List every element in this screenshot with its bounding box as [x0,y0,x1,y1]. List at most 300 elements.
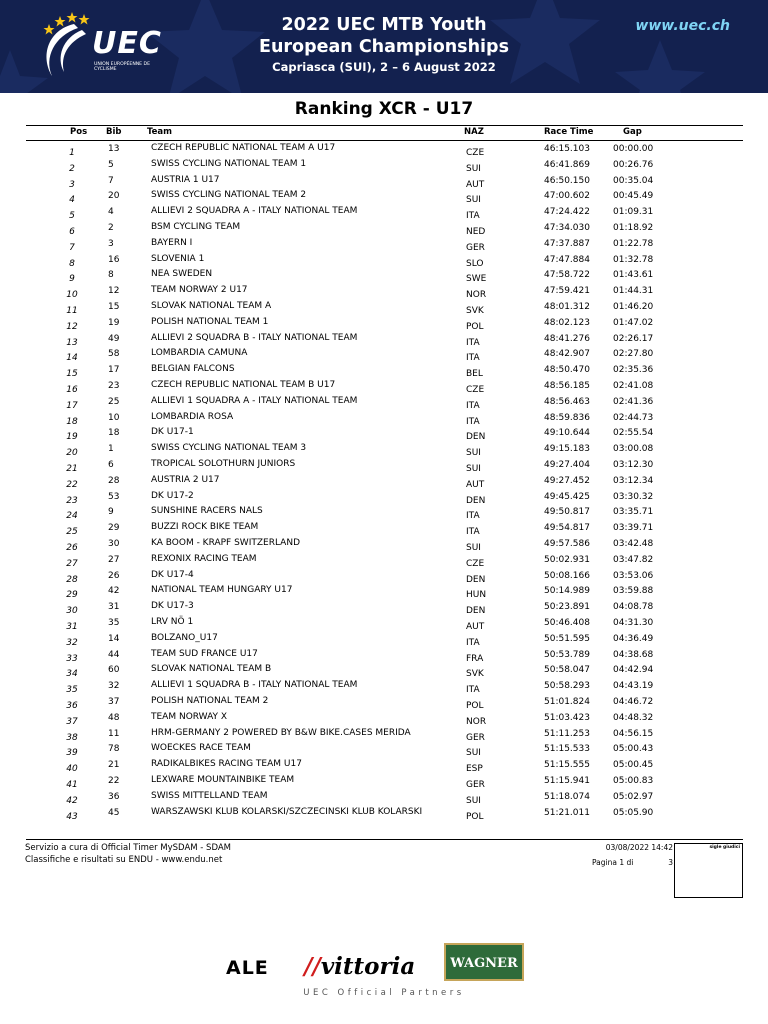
cell-race-time: 48:41.276 [544,333,590,344]
cell-bib: 10 [108,412,120,423]
cell-team: SLOVENIA 1 [151,253,205,264]
cell-gap: 03:12.30 [613,460,654,470]
cell-pos: 6 [69,227,75,237]
header-banner [0,0,768,93]
table-row [0,222,768,238]
cell-naz: SVK [466,306,484,316]
page-total: 3 [668,858,673,867]
cell-team: TEAM NORWAY 2 U17 [151,285,248,296]
table-row [0,538,768,554]
table-row [0,380,768,396]
cell-bib: 27 [108,554,120,565]
cell-gap: 04:46.72 [613,697,654,707]
table-row [0,301,768,317]
cell-gap: 01:46.20 [613,302,654,312]
social-links [635,14,730,37]
cell-bib: 11 [108,728,120,739]
table-row [0,585,768,601]
cell-naz: HUN [466,590,487,601]
table-row [0,506,768,522]
cell-gap: 04:48.32 [613,712,654,723]
cell-naz: BEL [466,369,483,380]
cell-naz: ITA [466,511,480,522]
column-header-gap: Gap [623,127,642,137]
event-title-line2: European Championships [259,37,509,57]
cell-race-time: 47:00.602 [544,191,590,202]
cell-gap: 01:22.78 [613,238,654,249]
cell-gap: 01:18.92 [613,223,654,233]
cell-team: LOMBARDIA ROSA [151,411,234,422]
cell-pos: 4 [69,195,75,206]
cell-bib: 9 [108,507,114,518]
table-row [0,175,768,191]
cell-gap: 00:45.49 [613,191,654,202]
cell-team: TROPICAL SOLOTHURN JUNIORS [151,459,296,469]
cell-race-time: 49:50.817 [544,507,590,518]
cell-gap: 04:42.94 [613,665,654,676]
cell-gap: 02:26.17 [613,333,654,344]
cell-race-time: 51:01.824 [544,697,590,707]
cell-bib: 26 [108,570,120,581]
cell-gap: 05:02.97 [613,791,654,802]
cell-gap: 02:55.54 [613,428,654,439]
table-row [0,143,768,159]
cell-pos: 13 [66,337,78,348]
cell-team: CZECH REPUBLIC NATIONAL TEAM A U17 [151,143,336,153]
cell-race-time: 51:11.253 [544,728,590,739]
uec-logo-subtext: UNION EUROPÉENNE DE CYCLISME [94,62,150,72]
cell-race-time: 50:51.595 [544,633,590,644]
cell-race-time: 51:15.941 [544,776,590,786]
cell-naz: SUI [466,748,481,759]
cell-naz: POL [466,701,484,711]
cell-bib: 12 [108,286,120,297]
table-row [0,601,768,617]
cell-race-time: 49:15.183 [544,444,590,455]
cell-race-time: 49:10.644 [544,428,590,439]
cell-team: DK U17-1 [151,427,194,438]
cell-pos: 38 [66,732,78,743]
cell-bib: 14 [108,633,120,644]
cell-gap: 05:00.45 [613,760,654,771]
event-title-line1: 2022 UEC MTB Youth [281,15,487,35]
table-row [0,743,768,759]
cell-race-time: 50:53.789 [544,649,590,660]
table-row [0,712,768,728]
cell-gap: 02:41.36 [613,396,654,407]
cell-race-time: 48:56.185 [544,381,590,391]
table-row [0,254,768,270]
cell-bib: 42 [108,586,120,597]
cell-team: ALLIEVI 2 SQUADRA B - ITALY NATIONAL TEAM [151,332,358,343]
cell-bib: 78 [108,744,120,755]
cell-pos: 36 [66,701,78,711]
cell-bib: 53 [108,491,120,502]
cell-pos: 12 [66,321,78,332]
cell-pos: 43 [66,811,78,822]
footer-results-credit: Classifiche e risultati su ENDU - www.endu.net [25,855,223,865]
cell-naz: ITA [466,416,480,427]
cell-bib: 13 [108,144,120,154]
table-row [0,633,768,649]
cell-bib: 37 [108,697,120,707]
column-header-team: Team [147,127,173,137]
cell-gap: 04:08.78 [613,602,654,613]
column-header-bib: Bib [106,127,122,137]
event-title [236,14,532,76]
cell-naz: AUT [466,479,485,490]
page-indicator [592,857,676,868]
cell-gap: 02:44.73 [613,412,654,423]
cell-naz: SUI [466,464,481,474]
cell-bib: 18 [108,428,120,439]
cell-naz: POL [466,321,484,332]
table-row [0,759,768,775]
cell-naz: NOR [466,716,487,727]
cell-team: LRV NÖ 1 [151,617,194,627]
wagner-logo: WAGNER [444,943,524,981]
cell-race-time: 50:23.891 [544,602,590,613]
cell-team: POLISH NATIONAL TEAM 1 [151,316,269,327]
cell-naz: ITA [466,527,480,538]
cell-pos: 3 [69,179,75,190]
cell-team: DK U17-2 [151,490,194,501]
cell-race-time: 49:54.817 [544,523,590,534]
cell-naz: SVK [466,669,484,680]
table-row [0,364,768,380]
cell-team: SLOVAK NATIONAL TEAM A [151,301,272,311]
cell-race-time: 48:50.470 [544,365,590,376]
column-header-naz: NAZ [464,127,484,137]
cell-pos: 9 [69,274,75,285]
cell-pos: 32 [66,637,78,648]
cell-naz: SUI [466,543,481,553]
cell-gap: 05:00.83 [613,776,654,786]
cell-pos: 26 [66,543,78,553]
table-row [0,554,768,570]
cell-naz: CZE [466,385,485,395]
cell-bib: 17 [108,365,120,376]
cell-race-time: 51:15.533 [544,744,590,755]
cell-pos: 2 [69,163,75,174]
cell-pos: 42 [66,795,78,806]
cell-team: NEA SWEDEN [151,269,213,280]
cell-gap: 01:09.31 [613,207,654,218]
cell-gap: 04:56.15 [613,728,654,739]
table-row [0,317,768,333]
table-row [0,443,768,459]
cell-naz: DEN [466,495,486,506]
cell-pos: 19 [66,432,78,443]
cell-team: WOECKES RACE TEAM [151,743,251,754]
cell-naz: ITA [466,637,480,648]
cell-pos: 5 [69,211,75,222]
table-row [0,190,768,206]
cell-team: CZECH REPUBLIC NATIONAL TEAM B U17 [151,380,336,390]
website-link[interactable]: www.uec.ch [635,18,730,34]
uec-logo-text: UEC [92,26,162,61]
cell-naz: DEN [466,574,486,585]
cell-team: ALLIEVI 1 SQUADRA B - ITALY NATIONAL TEAM [151,680,358,691]
cell-team: AUSTRIA 1 U17 [151,174,220,185]
cell-pos: 14 [66,353,78,364]
table-row [0,459,768,475]
ale-logo: ALE [226,957,269,979]
cell-naz: POL [466,811,484,822]
cell-team: SWISS MITTELLAND TEAM [151,790,268,801]
cell-team: SWISS CYCLING NATIONAL TEAM 2 [151,190,307,201]
table-row [0,728,768,744]
signature-label: sigle giudici [709,845,740,850]
cell-race-time: 49:57.586 [544,539,590,549]
uec-logo [34,10,184,86]
cell-race-time: 50:14.989 [544,586,590,597]
cell-gap: 05:05.90 [613,807,654,818]
cell-pos: 40 [66,764,78,775]
cell-pos: 23 [66,495,78,506]
cell-race-time: 49:27.404 [544,460,590,470]
cell-bib: 48 [108,712,120,723]
cell-naz: SUI [466,795,481,806]
cell-naz: NOR [466,290,487,301]
ranking-title: Ranking XCR - U17 [294,99,474,119]
cell-pos: 39 [66,748,78,759]
table-row [0,649,768,665]
cell-team: HRM-GERMANY 2 POWERED BY B&W BIKE.CASES MERIDA [151,727,411,738]
cell-bib: 31 [108,602,120,613]
cell-team: ALLIEVI 1 SQUADRA A - ITALY NATIONAL TEAM [151,395,358,406]
cell-naz: SUI [466,195,481,206]
table-row [0,522,768,538]
cell-naz: ESP [466,764,483,775]
social-twitter-instagram[interactable] [635,14,768,30]
cell-gap: 03:12.34 [613,475,654,486]
cell-race-time: 46:41.869 [544,159,590,170]
cell-bib: 35 [108,618,120,628]
cell-bib: 25 [108,396,120,407]
cell-race-time: 48:59.836 [544,412,590,423]
cell-gap: 04:31.30 [613,618,654,628]
cell-naz: ITA [466,685,480,696]
cell-gap: 03:00.08 [613,444,654,455]
cell-naz: SWE [466,274,487,285]
cell-gap: 03:30.32 [613,491,654,502]
table-row [0,475,768,491]
cell-bib: 3 [108,238,114,249]
cell-naz: DEN [466,432,486,443]
table-row [0,333,768,349]
cell-gap: 00:35.04 [613,175,654,186]
cell-gap: 01:47.02 [613,317,654,328]
cell-team: WARSZAWSKI KLUB KOLARSKI/SZCZECINSKI KLUB KOLARSKI [151,806,423,817]
cell-bib: 19 [108,317,120,328]
cell-team: DK U17-3 [151,601,194,612]
cell-race-time: 50:58.293 [544,681,590,692]
cell-naz: ITA [466,211,480,222]
cell-team: POLISH NATIONAL TEAM 2 [151,696,269,706]
cell-team: BUZZI ROCK BIKE TEAM [151,522,259,533]
cell-pos: 24 [66,511,78,522]
cell-gap: 03:35.71 [613,507,654,518]
cell-naz: GER [466,242,485,253]
cell-race-time: 47:24.422 [544,207,590,218]
table-row [0,617,768,633]
cell-naz: DEN [466,606,486,617]
cell-bib: 7 [108,175,114,186]
cell-pos: 22 [66,479,78,490]
header-rule [26,140,743,141]
cell-bib: 44 [108,649,120,660]
cell-pos: 7 [69,242,75,253]
cell-team: BSM CYCLING TEAM [151,222,241,232]
cell-bib: 20 [108,191,120,202]
table-row [0,412,768,428]
cell-bib: 5 [108,159,114,170]
cell-bib: 36 [108,791,120,802]
cell-pos: 33 [66,653,78,664]
cell-naz: ITA [466,337,480,348]
cell-bib: 1 [108,444,114,455]
cell-team: BAYERN I [151,237,193,248]
cell-pos: 10 [66,290,78,301]
print-datetime: 03/08/2022 14:42 [605,843,673,852]
cell-pos: 1 [69,148,75,158]
cell-bib: 45 [108,807,120,818]
table-row [0,206,768,222]
cell-bib: 4 [108,207,114,218]
partners-label: UEC Official Partners [303,988,465,998]
cell-naz: CZE [466,148,485,158]
table-row [0,570,768,586]
cell-race-time: 50:08.166 [544,570,590,581]
table-row [0,775,768,791]
cell-race-time: 51:18.074 [544,791,590,802]
cell-naz: ITA [466,400,480,411]
partners-strip [150,937,618,1007]
table-row [0,285,768,301]
cell-bib: 6 [108,460,114,470]
cell-gap: 03:47.82 [613,554,654,565]
cell-pos: 20 [66,448,78,459]
cell-race-time: 51:15.555 [544,760,590,771]
cell-bib: 2 [108,223,114,233]
cell-gap: 04:38.68 [613,649,654,660]
cell-gap: 00:26.76 [613,159,654,170]
cell-team: TEAM NORWAY X [151,711,228,722]
table-row [0,807,768,823]
cell-bib: 15 [108,302,120,312]
cell-bib: 23 [108,381,120,391]
page-label: Pagina 1 di [592,858,634,867]
cell-bib: 32 [108,681,120,692]
cell-race-time: 46:50.150 [544,175,590,186]
cell-team: REXONIX RACING TEAM [151,553,257,564]
column-header-race-time: Race Time [544,127,594,137]
cell-team: SLOVAK NATIONAL TEAM B [151,664,272,675]
footer-credits [25,842,231,866]
cell-bib: 58 [108,349,120,360]
cell-naz: SLO [466,258,484,269]
cell-team: LEXWARE MOUNTAINBIKE TEAM [151,775,295,785]
cell-gap: 02:35.36 [613,365,654,376]
cell-team: TEAM SUD FRANCE U17 [151,648,258,659]
cell-race-time: 49:45.425 [544,491,590,502]
cell-pos: 29 [66,590,78,601]
cell-pos: 34 [66,669,78,680]
cell-race-time: 47:47.884 [544,254,590,265]
cell-race-time: 47:34.030 [544,223,590,233]
cell-team: KA BOOM - KRAPF SWITZERLAND [151,538,301,548]
cell-bib: 29 [108,523,120,534]
event-location-dates: Capriasca (SUI), 2 – 6 August 2022 [272,60,496,74]
cell-gap: 05:00.43 [613,744,654,755]
cell-pos: 18 [66,416,78,427]
cell-gap: 01:43.61 [613,270,654,281]
cell-race-time: 47:37.887 [544,238,590,249]
table-row [0,238,768,254]
cell-race-time: 51:21.011 [544,807,590,818]
cell-pos: 35 [66,685,78,696]
cell-pos: 11 [66,306,78,316]
cell-naz: CZE [466,558,485,569]
table-row [0,348,768,364]
cell-bib: 8 [108,270,114,281]
cell-bib: 21 [108,760,120,771]
cell-naz: SUI [466,163,481,174]
judges-signature-box [674,843,743,898]
cell-naz: ITA [466,353,480,364]
table-row [0,159,768,175]
cell-gap: 01:32.78 [613,254,654,265]
cell-gap: 02:27.80 [613,349,654,360]
cell-naz: SUI [466,448,481,459]
cell-team: AUSTRIA 2 U17 [151,474,220,485]
cell-bib: 16 [108,254,120,265]
cell-race-time: 48:01.312 [544,302,590,312]
cell-team: SWISS CYCLING NATIONAL TEAM 1 [151,158,307,169]
cell-race-time: 48:56.463 [544,396,590,407]
cell-pos: 25 [66,527,78,538]
table-row [0,791,768,807]
cell-gap: 03:39.71 [613,523,654,534]
table-row [0,664,768,680]
cell-team: ALLIEVI 2 SQUADRA A - ITALY NATIONAL TEAM [151,206,358,217]
cell-bib: 49 [108,333,120,344]
cell-gap: 03:59.88 [613,586,654,597]
cell-team: LOMBARDIA CAMUNA [151,348,248,359]
cell-race-time: 50:46.408 [544,618,590,628]
cell-gap: 03:42.48 [613,539,654,549]
cell-pos: 31 [66,622,78,632]
cell-gap: 04:36.49 [613,633,654,644]
footer-rule [26,839,743,840]
table-row [0,396,768,412]
cell-pos: 30 [66,606,78,617]
cell-bib: 30 [108,539,120,549]
cell-naz: AUT [466,622,485,632]
cell-pos: 16 [66,385,78,395]
vittoria-logo: //vittoria [304,953,416,980]
cell-bib: 60 [108,665,120,676]
cell-gap: 02:41.08 [613,381,654,391]
cell-race-time: 47:58.722 [544,270,590,281]
cell-race-time: 48:42.907 [544,349,590,360]
cell-pos: 8 [69,258,75,269]
cell-gap: 00:00.00 [613,144,654,154]
cell-team: NATIONAL TEAM HUNGARY U17 [151,585,293,596]
cell-pos: 37 [66,716,78,727]
cell-team: DK U17-4 [151,569,194,580]
